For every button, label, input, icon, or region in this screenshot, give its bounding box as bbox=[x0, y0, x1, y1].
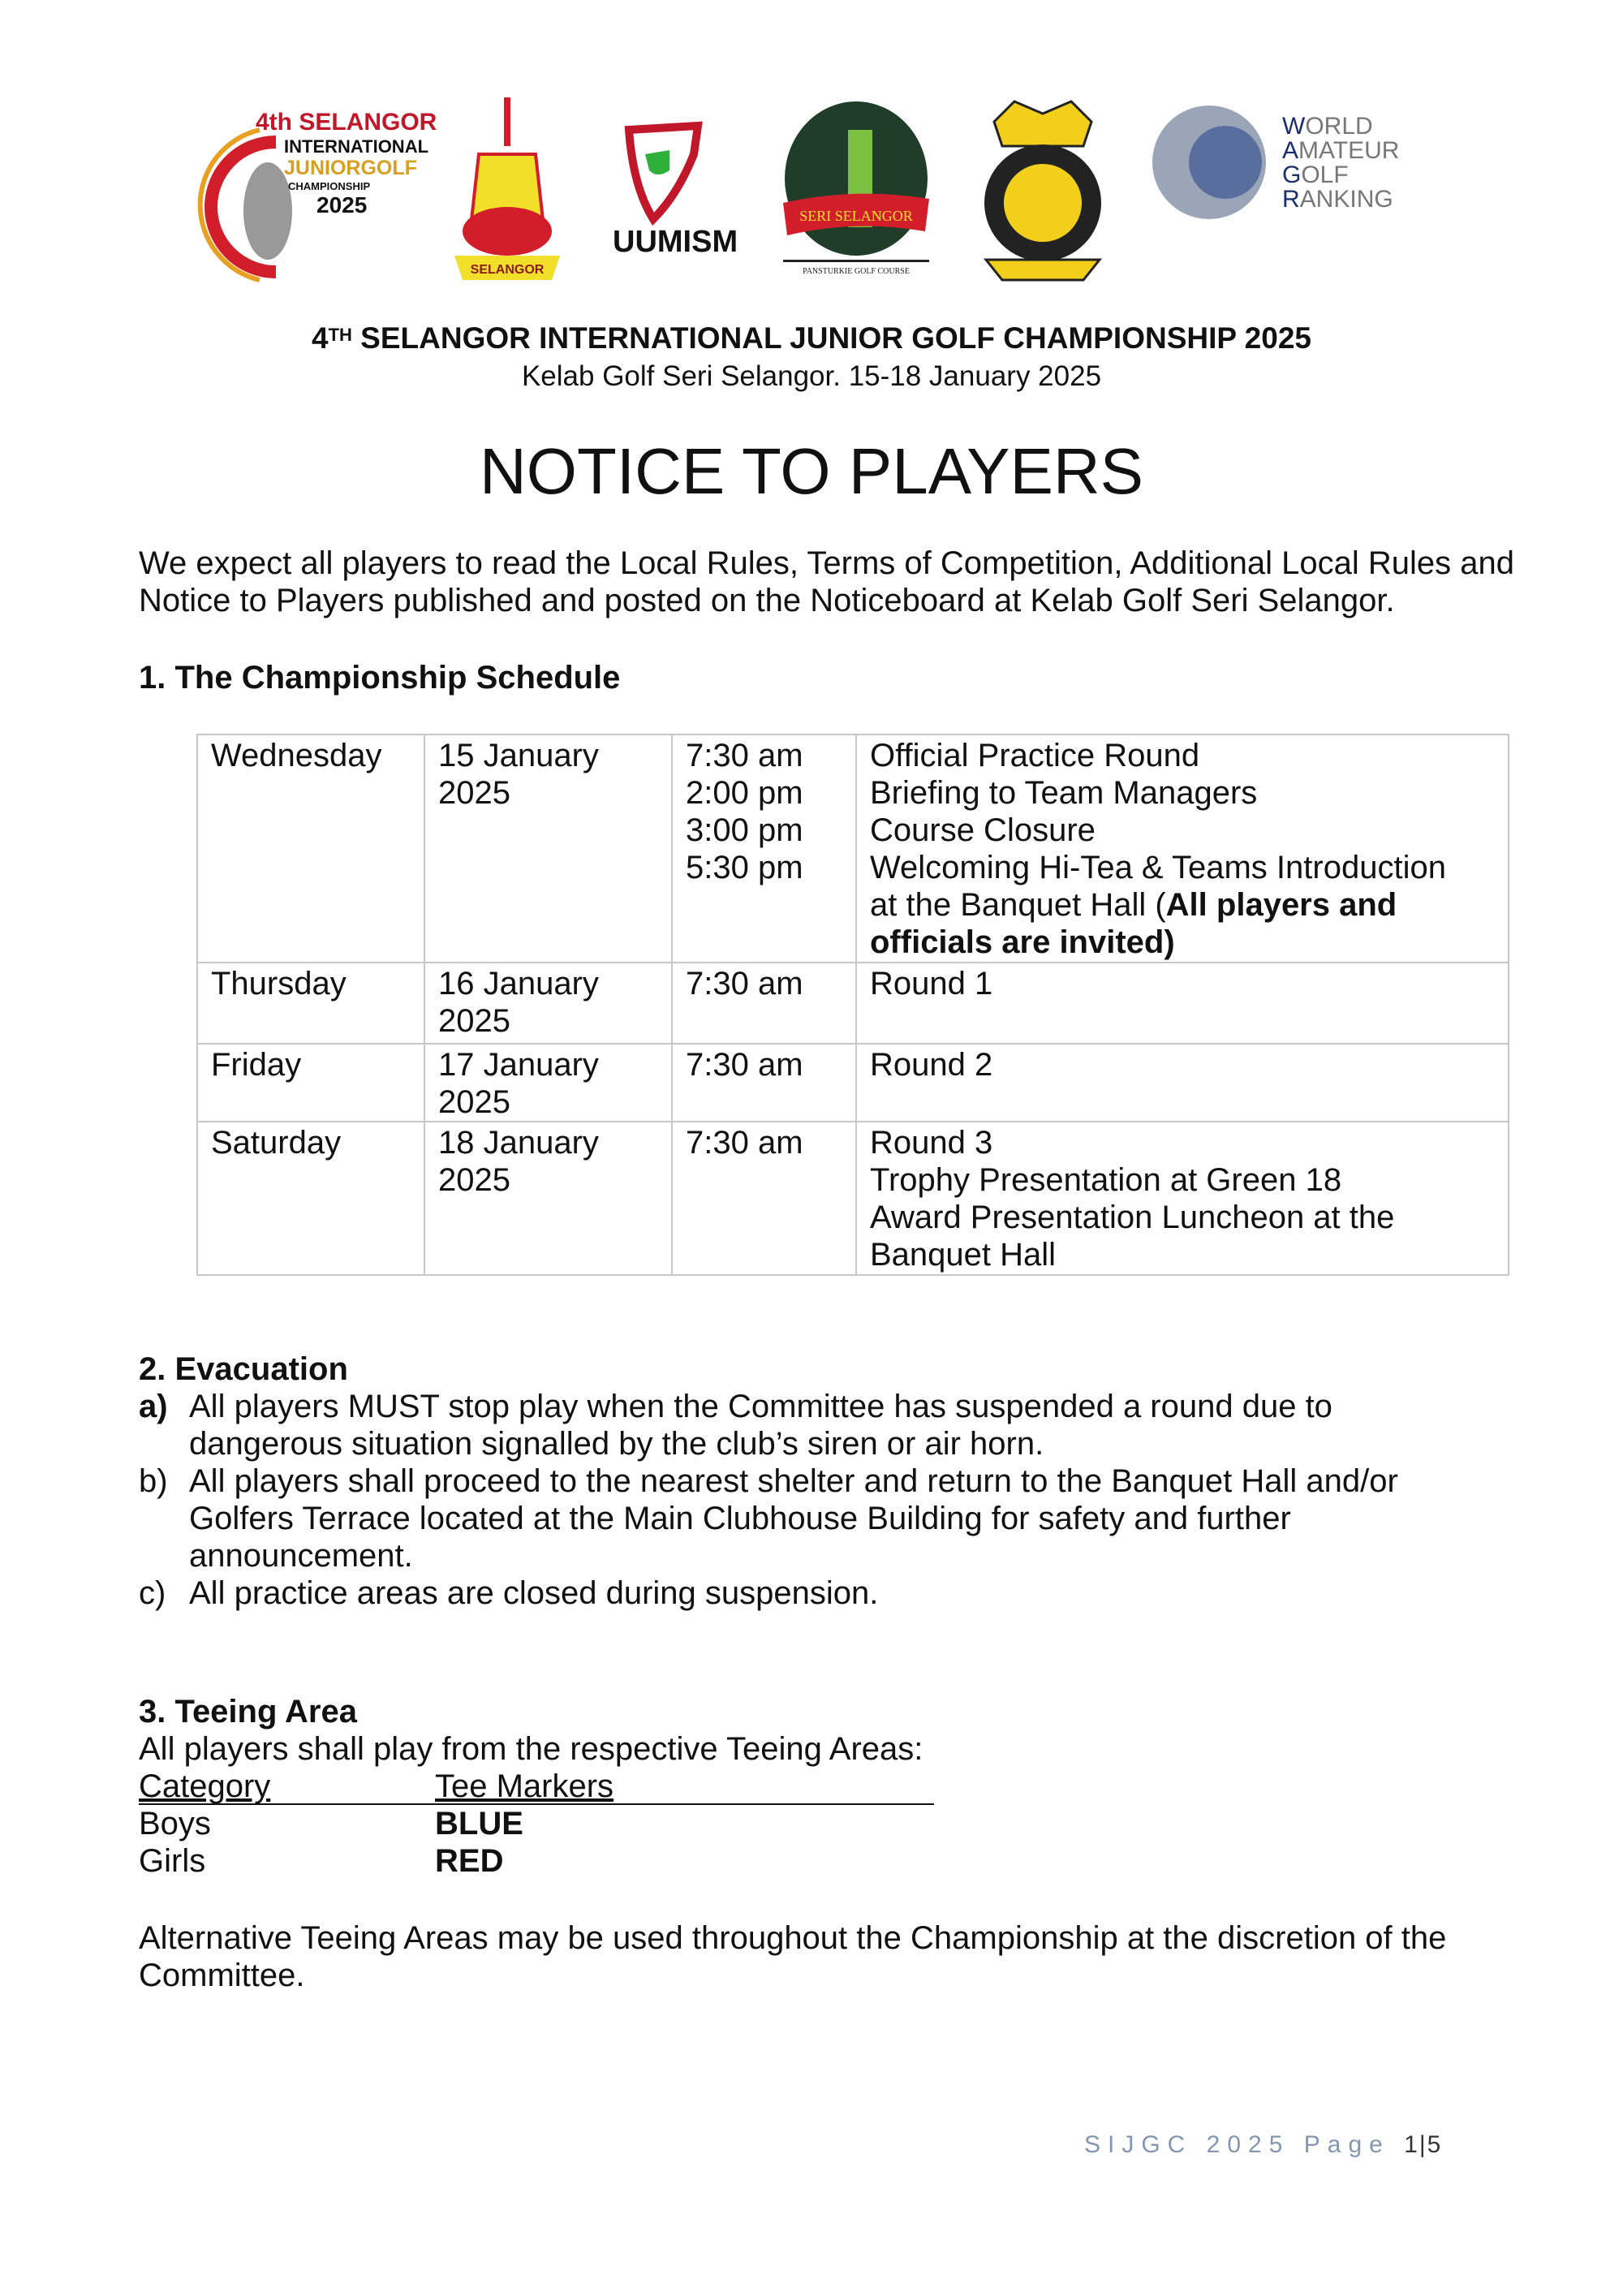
svg-text:CHAMPIONSHIP: CHAMPIONSHIP bbox=[288, 180, 371, 192]
event-cell: Round 1 bbox=[856, 963, 1509, 1044]
day-cell: Thursday bbox=[197, 963, 424, 1044]
day-cell: Wednesday bbox=[197, 734, 424, 963]
event-cell: Official Practice Round Briefing to Team Managers Course Closure Welcoming Hi-Tea & Teams Introduction at the Banquet Hall (All players and officials are invited) bbox=[856, 734, 1509, 963]
section-2 bbox=[139, 1350, 1518, 1612]
championship-subtitle: Kelab Golf Seri Selangor. 15-18 January 2025 bbox=[521, 360, 1102, 392]
section-1-heading: 1. The Championship Schedule bbox=[139, 660, 621, 696]
svg-text:SERI SELANGOR: SERI SELANGOR bbox=[799, 208, 913, 224]
event-cell: Round 2 bbox=[856, 1044, 1509, 1122]
day-cell: Friday bbox=[197, 1044, 424, 1122]
selangor-crest-logo bbox=[446, 97, 568, 284]
table-header: Category Tee Markers bbox=[139, 1768, 934, 1805]
uumism-logo bbox=[605, 97, 738, 260]
svg-text:INTERNATIONAL: INTERNATIONAL bbox=[284, 136, 429, 157]
table-row bbox=[197, 1044, 1509, 1122]
table-row bbox=[197, 1122, 1509, 1275]
svg-text:4th SELANGOR: 4th SELANGOR bbox=[256, 109, 437, 136]
svg-text:JUNIORGOLF: JUNIORGOLF bbox=[284, 157, 417, 179]
time-cell: 7:30 am bbox=[672, 1122, 856, 1275]
kelab-golf-seri-selangor-logo bbox=[783, 97, 929, 276]
teeing-intro: All players shall play from the respective Teeing Areas: bbox=[139, 1731, 923, 1767]
svg-text:RANKING: RANKING bbox=[1282, 186, 1393, 213]
tee-markers-table bbox=[139, 1768, 934, 1880]
malaysian-golf-association-logo bbox=[978, 97, 1108, 284]
alternative-teeing-note: Alternative Teeing Areas may be used throughout the Championship at the discretion of the Committee. bbox=[139, 1920, 1447, 1993]
time-cell: 7:30 am bbox=[672, 963, 856, 1044]
list-item: c) All practice areas are closed during suspension. bbox=[139, 1575, 879, 1611]
time-cell: 7:30 am bbox=[672, 1044, 856, 1122]
intro-paragraph: We expect all players to read the Local Rules, Terms of Competition, Additional Local Rules and Notice to Players published and posted on the Noticeboard at Kelab Golf Seri Selangor. bbox=[139, 545, 1514, 618]
svg-text:UUMISM: UUMISM bbox=[613, 225, 738, 259]
table-row bbox=[197, 734, 1509, 963]
date-cell: 18 January 2025 bbox=[424, 1122, 672, 1275]
date-cell: 15 January 2025 bbox=[424, 734, 672, 963]
svg-text:WORLD: WORLD bbox=[1282, 113, 1373, 140]
list-item: a) All players MUST stop play when the Committee has suspended a round due to dangerous situation signalled by the club’s siren or air horn. bbox=[139, 1389, 1332, 1462]
svg-text:AMATEUR: AMATEUR bbox=[1282, 137, 1400, 164]
section-2-heading: 2. Evacuation bbox=[139, 1351, 348, 1387]
section-3-heading: 3. Teeing Area bbox=[139, 1694, 357, 1730]
page-footer: SIJGC 2025 Page 1|5 bbox=[1084, 2131, 1443, 2158]
svg-text:PANSTURKIE GOLF COURSE: PANSTURKIE GOLF COURSE bbox=[803, 267, 910, 276]
svg-text:GOLF: GOLF bbox=[1282, 162, 1349, 188]
svg-text:2025: 2025 bbox=[316, 192, 368, 218]
wagr-logo bbox=[1148, 97, 1416, 227]
svg-text:SELANGOR: SELANGOR bbox=[470, 263, 545, 277]
table-row bbox=[197, 963, 1509, 1044]
schedule-table bbox=[196, 734, 1509, 1276]
event-cell: Round 3 Trophy Presentation at Green 18 Award Presentation Luncheon at the Banquet Hall bbox=[856, 1122, 1509, 1275]
list-item: b) All players shall proceed to the nearest shelter and return to the Banquet Hall and/or Golfers Terrace located at the Main Clubhouse Building for safety and further announcement. bbox=[139, 1463, 1398, 1574]
logo-strip bbox=[0, 97, 1623, 284]
page-title: NOTICE TO PLAYERS bbox=[479, 435, 1143, 507]
date-cell: 16 January 2025 bbox=[424, 963, 672, 1044]
table-row: Boys BLUE bbox=[139, 1806, 523, 1842]
time-cell: 7:30 am 2:00 pm 3:00 pm 5:30 pm bbox=[672, 734, 856, 963]
date-cell: 17 January 2025 bbox=[424, 1044, 672, 1122]
day-cell: Saturday bbox=[197, 1122, 424, 1275]
table-row: Girls RED bbox=[139, 1843, 504, 1879]
sijgc-logo bbox=[203, 97, 437, 284]
championship-title: 4TH SELANGOR INTERNATIONAL JUNIOR GOLF CHAMPIONSHIP 2025 bbox=[312, 321, 1311, 355]
